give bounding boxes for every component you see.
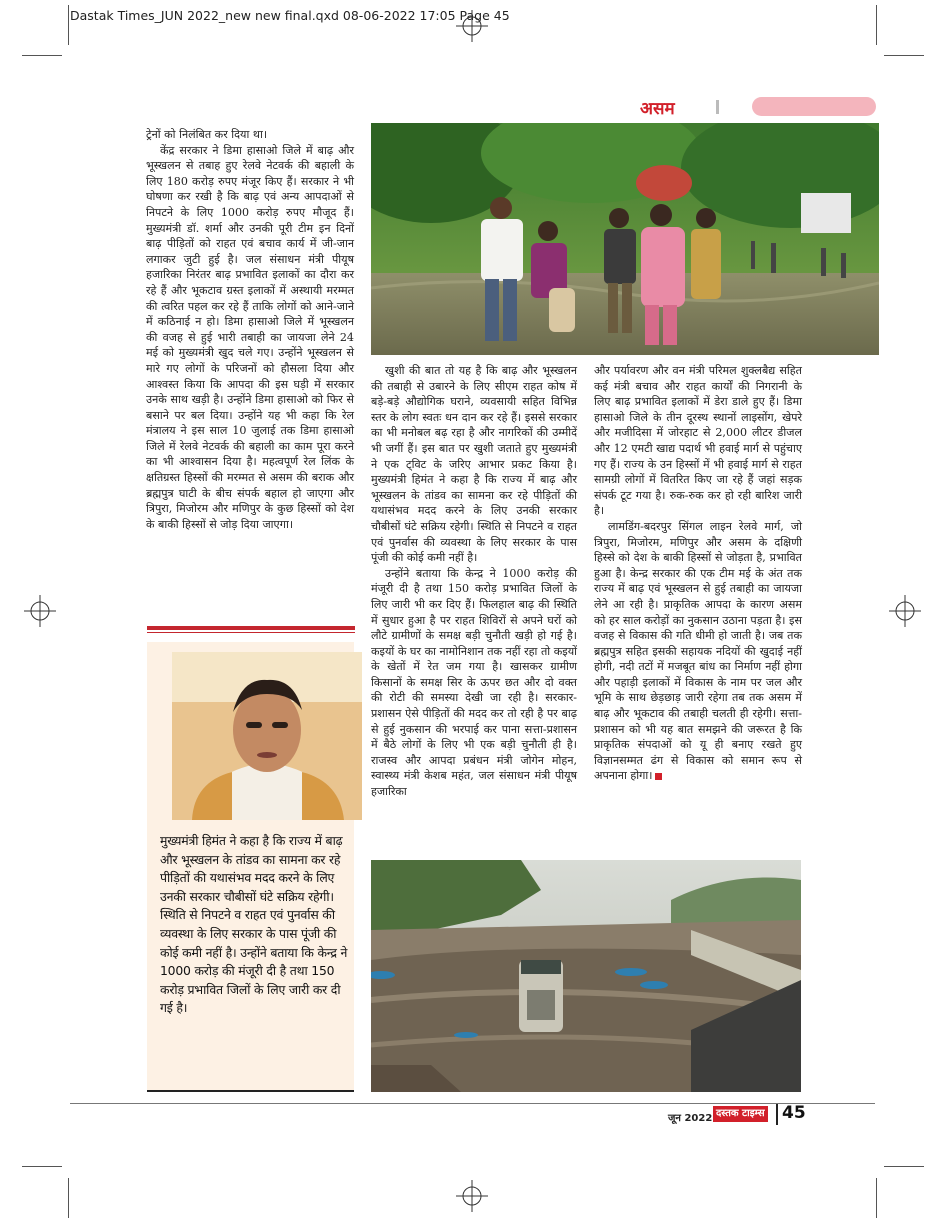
article-paragraph [594, 519, 802, 784]
footer-month: जून 2022 [668, 1113, 713, 1124]
article-paragraph: खुशी की बात तो यह है कि बाढ़ और भूस्खलन की तबाही से उबारने के लिए सीएम राहत कोष में बड़े-बड़े औद्योगिक घराने, व्यवसायी सहित विभिन्न स्तर के लोग स्वतः धन दान कर रहे हैं। इससे सरकार का भी मनोबल बढ़ रहा है और नागरिकों की उम्मीदें भी जगीं हैं। इस बात पर खुशी जताते हुए मुख्यमंत्री ने एक ट्विट के जरिए आभार प्रकट किया है। मुख्यमंत्री हिमंत ने कहा है कि राज्य में बाढ़ और भूस्खलन के तांडव का सामना कर रहे पीड़ितों की यथासंभव मदद करने के लिए उनकी सरकार चौबीसों घंटे सक्रिय रहेगी। स्थिति से निपटने व राहत एवं पुनर्वास की व्यवस्था के लिए सरकार के पास पूंजी की कोई कमी नहीं है। [371, 364, 577, 565]
article-paragraph: ट्रेनों को निलंबित कर दिया था। [146, 128, 268, 141]
crop-mark-icon [884, 55, 924, 56]
article-paragraph-text: लामडिंग-बदरपुर सिंगल लाइन रेलवे मार्ग, जो त्रिपुरा, मिजोरम, मणिपुर और असम के दक्षिणी हिस्से को देश के बाकी हिस्सों से जोड़ता है, प्रभावित हुआ है। केन्द्र सरकार की एक टीम मई के अंत तक राज्य में बाढ़ एवं भूस्खलन से हुई तबाही का जायजा लेने आ रही है। प्राकृतिक आपदा के कारण असम को हर साल करोड़ों का नुकसान उठाना पड़ता है। इस वजह से विकास की गति धीमी हो जाती है। जब तक ब्रह्मपुत्र सहित इसकी सहायक नदियों की खुदाई नहीं होगी, नदी तटों में मजबूत बांध का निर्माण नहीं होगा और पहाड़ी इलाकों में विकास के नाम पर जल और भूमि के साथ छेड़छाड़ जारी रहेगा तब तक असम में बाढ़ और भूकटाव की तबाही चलती ही रहेगी। सत्ता-प्रशासन को भी यह बात समझने की जरूरत है कि प्राकृतिक संपदाओं को यू ही बनाए रखते हुए विज्ञानसम्मत ढंग से विकास को समान रूप से अपनाना होगा। [594, 519, 802, 783]
footer-rule [70, 1103, 875, 1104]
footer-divider [776, 1104, 778, 1125]
chief-minister-portrait [172, 652, 362, 820]
crop-mark-icon [22, 55, 62, 56]
flood-evacuees-photo [371, 123, 879, 355]
magazine-logo: दस्तक टाइम्स [713, 1106, 768, 1122]
article-column-3 [594, 363, 802, 784]
section-tag-divider [716, 100, 719, 114]
crop-mark-icon [68, 1178, 69, 1218]
quote-rule-top [147, 626, 355, 630]
section-tag-bar [752, 97, 876, 116]
article-column-1 [146, 127, 354, 532]
page-number: 45 [782, 1103, 806, 1123]
crop-mark-icon [876, 5, 877, 45]
print-slug: Dastak Times_JUN 2022_new new final.qxd 08-06-2022 17:05 Page 45 [70, 8, 510, 23]
crop-mark-icon [22, 1166, 62, 1167]
article-column-2 [371, 363, 577, 800]
crop-mark-icon [876, 1178, 877, 1218]
crop-mark-icon [884, 1166, 924, 1167]
section-tag: असम [640, 99, 675, 119]
article-paragraph: और पर्यावरण और वन मंत्री परिमल शुक्लबैद्य सहित कई मंत्री बचाव और राहत कार्यों की निगरानी के लिए बाढ़ प्रभावित इलाकों में डेरा डाले हुए हैं। डिमा हासाओ जिले के तीन दूरस्थ स्थानों लाइसोंग, खेपरे और मजीदिसा में जोरहाट से 2,000 लीटर डीजल और 12 एमटी खाद्य पदार्थ भी हवाई मार्ग से पहुंचाए गए हैं। राज्य के उन हिस्सों में भी हवाई मार्ग से राहत सामग्री लोगों में वितरित किए जा रहे हैं जहां सड़क संपर्क टूट गया है। रुक-रुक कर हो रही बारिश जारी है। [594, 364, 802, 518]
quote-rule-bottom [147, 632, 355, 633]
crop-mark-icon [68, 5, 69, 45]
quote-rule-end [147, 1090, 354, 1092]
article-paragraph: उन्होंने बताया कि केन्द्र ने 1000 करोड़ की मंजूरी दी है तथा 150 करोड़ प्रभावित जिलों के लिए जारी भी कर दिए हैं। फिलहाल बाढ़ की स्थिति में सुधार हुआ है पर राहत शिविरों से अपने घरों को लौटे ग्रामीणों के समक्ष बड़ी चुनौती खड़ी हो गई है। कइयों के घर का नामोनिशान तक नहीं रहा तो कइयों के खेतों में रेत जम गया है। खासकर ग्रामीण किसानों के समक्ष सिर के ऊपर छत और दो वक्त की रोटी की समस्या देखी जा रही है। सरकार-प्रशासन ऐसे पीड़ितों की मदद कर तो रही है पर बाढ़ से हुई नुकसान की भरपाई कर पाना सत्ता-प्रशासन में बैठे लोगों के लिए भी एक बड़ी चुनौती ही है। राजस्व और आपदा प्रबंधन मंत्री जोगेन मोहन, स्वास्थ्य मंत्री केशब महंत, जल संसाधन मंत्री पीयूष हजारिका [371, 566, 577, 799]
pull-quote-text: मुख्यमंत्री हिमंत ने कहा है कि राज्य में बाढ़ और भूस्खलन के तांडव का सामना कर रहे पीड़ितों की यथासंभव मदद करने के लिए उनकी सरकार चौबीसों घंटे सक्रिय रहेगी। स्थिति से निपटने व राहत एवं पुनर्वास की व्यवस्था के लिए सरकार के पास पूंजी की कोई कमी नहीं है। उन्होंने बताया कि केन्द्र ने 1000 करोड़ की मंजूरी दी है तथा 150 करोड़ प्रभावित जिलों के लिए जारी कर दी गई है। [160, 833, 348, 1016]
article-paragraph: केंद्र सरकार ने डिमा हासाओ जिले में बाढ़ और भूस्खलन से तबाह हुए रेलवे नेटवर्क की बहाली के लिए 180 करोड़ रुपए मंजूर किए हैं। सरकार ने भी घोषणा कर रखी है कि बाढ़ एवं अन्य आपदाओं से निपटने के लिए 1000 करोड़ रुपए मौजूद हैं। मुख्यमंत्री डॉ. शर्मा और उनकी पूरी टीम इन दिनों बाढ़ पीड़ितों को राहत एवं बचाव कार्य में जी-जान लगाकर जुटी हुई है। जल संसाधन मंत्री पीयूष हजारिका निरंतर बाढ़ प्रभावित इलाकों का दौरा कर रहे हैं और भूकटाव ग्रस्त इलाकों में अस्थायी मरम्मत की त्वरित पहल कर रहे हैं ताकि लोगों को आने-जाने में कठिनाई न हो। डिमा हासाओ जिले में भूस्खलन की वजह से हुई भारी तबाही का जायजा लेने 24 मई को मुख्यमंत्री खुद चले गए। उन्होंने भूस्खलन से मारे गए लोगों के परिजनों को हौसला दिया और आश्वस्त किया कि आपदा की इस घड़ी में सरकार उनके साथ खड़ी है। उन्होंने डिमा हासाओ को फिर से बसाने पर बल दिया। उन्होंने यह भी कहा कि रेल मंत्रालय ने इस साल 10 जुलाई तक डिमा हासाओ जिले में रेलवे नेटवर्क की बहाली का काम पूरा करने का भी आश्वासन दिया है। महत्वपूर्ण रेल लिंक के क्षतिग्रस्त हिस्सों की मरम्मत से असम की बराक और ब्रह्मपुत्र घाटी के बीच संपर्क बहाल हो जाएगा और त्रिपुरा, मिजोरम और मणिपुर के कुछ हिस्सों को देश के बाकी हिस्सों से जोड़ दिया जाएगा। [146, 143, 354, 531]
flooded-railway-photo [371, 860, 801, 1092]
end-mark-icon [655, 773, 662, 780]
registration-mark-icon [456, 10, 488, 42]
registration-mark-icon [456, 1180, 488, 1212]
registration-mark-icon [889, 595, 921, 627]
registration-mark-icon [24, 595, 56, 627]
